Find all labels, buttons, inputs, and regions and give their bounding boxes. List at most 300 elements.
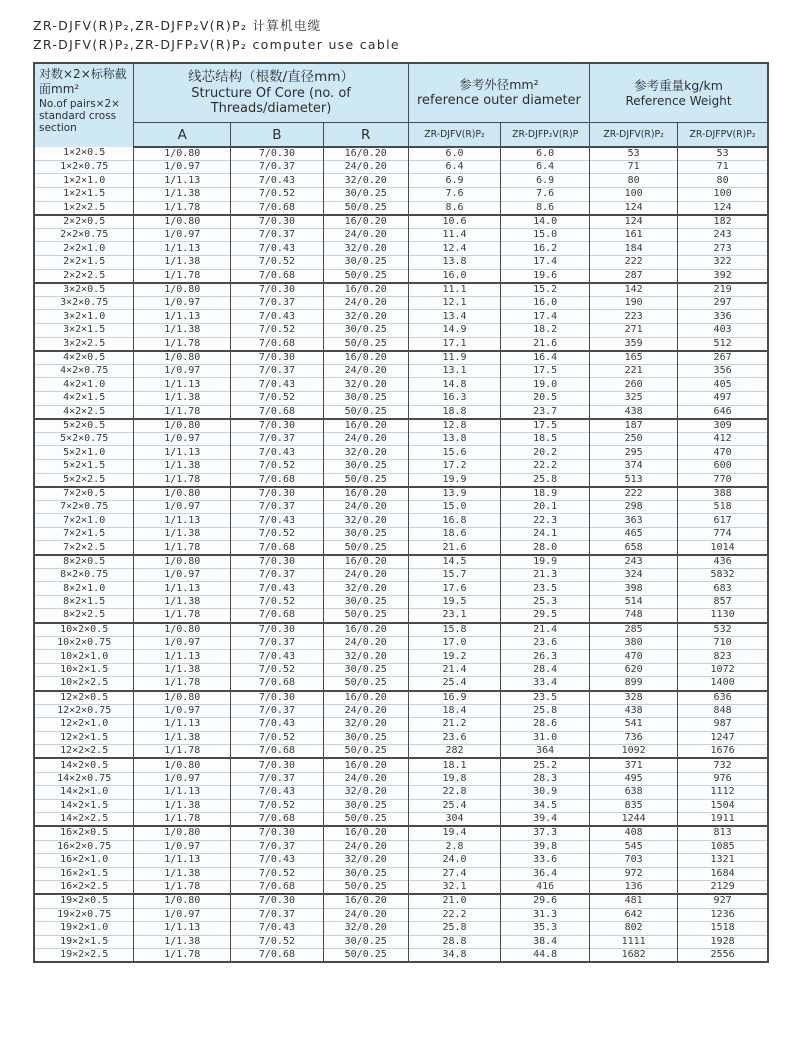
cell-weight_zr_djfv: 703 bbox=[590, 854, 678, 868]
cell-structure_B: 7/0.52 bbox=[231, 935, 323, 949]
cell-outer_diameter_zr_djfv: 19.4 bbox=[408, 826, 500, 840]
cell-pairs_section: 2×2×0.75 bbox=[34, 228, 134, 242]
cell-weight_zr_djfpv: 124 bbox=[678, 201, 768, 215]
header-weight-zh: 参考重量kg/km bbox=[634, 77, 723, 93]
cell-pairs_section: 10×2×1.0 bbox=[34, 650, 134, 664]
cell-structure_A: 1/0.80 bbox=[134, 691, 231, 705]
cell-structure_R: 30/0.25 bbox=[323, 527, 408, 541]
cell-outer_diameter_zr_djfp2v: 20.5 bbox=[501, 391, 590, 405]
cell-structure_A: 1/0.80 bbox=[134, 623, 231, 637]
cell-weight_zr_djfv: 325 bbox=[590, 391, 678, 405]
cell-structure_R: 30/0.25 bbox=[323, 595, 408, 609]
cell-pairs_section: 4×2×1.0 bbox=[34, 378, 134, 392]
cell-pairs_section: 2×2×2.5 bbox=[34, 269, 134, 283]
cell-structure_B: 7/0.30 bbox=[231, 691, 323, 705]
table-row bbox=[34, 568, 768, 582]
cell-structure_R: 24/0.20 bbox=[323, 636, 408, 650]
cell-outer_diameter_zr_djfv: 6.4 bbox=[408, 160, 500, 174]
cell-structure_R: 32/0.20 bbox=[323, 174, 408, 188]
cell-outer_diameter_zr_djfp2v: 24.1 bbox=[501, 527, 590, 541]
header-pairs-section bbox=[34, 63, 134, 147]
cell-structure_R: 50/0.25 bbox=[323, 813, 408, 827]
cell-structure_B: 7/0.30 bbox=[231, 826, 323, 840]
cell-structure_R: 32/0.20 bbox=[323, 718, 408, 732]
header-reference-outer-diameter bbox=[408, 63, 589, 123]
cell-pairs_section: 14×2×2.5 bbox=[34, 813, 134, 827]
cell-outer_diameter_zr_djfv: 21.0 bbox=[408, 894, 500, 908]
cell-weight_zr_djfpv: 243 bbox=[678, 228, 768, 242]
cell-outer_diameter_zr_djfp2v: 36.4 bbox=[501, 867, 590, 881]
cell-pairs_section: 12×2×1.5 bbox=[34, 731, 134, 745]
cell-outer_diameter_zr_djfp2v: 16.4 bbox=[501, 351, 590, 365]
cell-outer_diameter_zr_djfp2v: 6.4 bbox=[501, 160, 590, 174]
table-row bbox=[34, 663, 768, 677]
cell-weight_zr_djfpv: 1321 bbox=[678, 854, 768, 868]
table-row bbox=[34, 446, 768, 460]
table-row bbox=[34, 813, 768, 827]
cell-outer_diameter_zr_djfv: 16.3 bbox=[408, 391, 500, 405]
cell-structure_R: 30/0.25 bbox=[323, 323, 408, 337]
cell-structure_B: 7/0.52 bbox=[231, 256, 323, 270]
table-body bbox=[34, 147, 768, 963]
cell-structure_R: 32/0.20 bbox=[323, 786, 408, 800]
table-row bbox=[34, 487, 768, 501]
cell-weight_zr_djfv: 165 bbox=[590, 351, 678, 365]
cable-spec-table bbox=[33, 62, 769, 964]
cell-structure_R: 32/0.20 bbox=[323, 854, 408, 868]
header-outer-en: reference outer diameter bbox=[416, 93, 581, 109]
cell-structure_B: 7/0.37 bbox=[231, 908, 323, 922]
cell-weight_zr_djfpv: 1014 bbox=[678, 541, 768, 555]
cell-outer_diameter_zr_djfv: 24.0 bbox=[408, 854, 500, 868]
cell-structure_A: 1/0.80 bbox=[134, 215, 231, 229]
cell-pairs_section: 12×2×1.0 bbox=[34, 718, 134, 732]
cell-weight_zr_djfv: 222 bbox=[590, 487, 678, 501]
cell-pairs_section: 14×2×1.0 bbox=[34, 786, 134, 800]
cell-pairs_section: 19×2×0.75 bbox=[34, 908, 134, 922]
cell-structure_B: 7/0.43 bbox=[231, 786, 323, 800]
table-row bbox=[34, 731, 768, 745]
cell-structure_R: 24/0.20 bbox=[323, 364, 408, 378]
cell-structure_R: 30/0.25 bbox=[323, 935, 408, 949]
cell-outer_diameter_zr_djfv: 6.9 bbox=[408, 174, 500, 188]
cell-outer_diameter_zr_djfp2v: 38.4 bbox=[501, 935, 590, 949]
cell-outer_diameter_zr_djfv: 282 bbox=[408, 745, 500, 759]
cell-weight_zr_djfv: 184 bbox=[590, 242, 678, 256]
cell-structure_B: 7/0.68 bbox=[231, 609, 323, 623]
cell-outer_diameter_zr_djfv: 19.5 bbox=[408, 595, 500, 609]
cell-pairs_section: 1×2×2.5 bbox=[34, 201, 134, 215]
cell-outer_diameter_zr_djfp2v: 28.0 bbox=[501, 541, 590, 555]
table-row bbox=[34, 201, 768, 215]
cell-structure_B: 7/0.68 bbox=[231, 405, 323, 419]
cell-weight_zr_djfpv: 518 bbox=[678, 500, 768, 514]
cell-structure_B: 7/0.43 bbox=[231, 514, 323, 528]
cell-weight_zr_djfv: 324 bbox=[590, 568, 678, 582]
cell-structure_A: 1/1.13 bbox=[134, 514, 231, 528]
cell-weight_zr_djfv: 187 bbox=[590, 419, 678, 433]
cell-structure_B: 7/0.68 bbox=[231, 949, 323, 963]
cell-outer_diameter_zr_djfp2v: 20.1 bbox=[501, 500, 590, 514]
table-row bbox=[34, 500, 768, 514]
cell-pairs_section: 4×2×0.75 bbox=[34, 364, 134, 378]
table-row bbox=[34, 364, 768, 378]
cell-structure_R: 32/0.20 bbox=[323, 922, 408, 936]
cell-pairs_section: 16×2×0.5 bbox=[34, 826, 134, 840]
table-row bbox=[34, 541, 768, 555]
cell-structure_A: 1/1.38 bbox=[134, 459, 231, 473]
cell-structure_A: 1/1.78 bbox=[134, 473, 231, 487]
cell-outer_diameter_zr_djfp2v: 26.3 bbox=[501, 650, 590, 664]
cell-weight_zr_djfv: 658 bbox=[590, 541, 678, 555]
cell-structure_B: 7/0.37 bbox=[231, 772, 323, 786]
cell-pairs_section: 1×2×1.5 bbox=[34, 188, 134, 202]
cell-weight_zr_djfv: 1244 bbox=[590, 813, 678, 827]
cell-structure_B: 7/0.43 bbox=[231, 378, 323, 392]
cell-structure_A: 1/0.80 bbox=[134, 555, 231, 569]
cell-weight_zr_djfv: 371 bbox=[590, 758, 678, 772]
table-row bbox=[34, 623, 768, 637]
cell-outer_diameter_zr_djfv: 17.2 bbox=[408, 459, 500, 473]
cell-outer_diameter_zr_djfv: 17.1 bbox=[408, 337, 500, 351]
cell-outer_diameter_zr_djfv: 13.9 bbox=[408, 487, 500, 501]
cell-structure_A: 1/1.13 bbox=[134, 174, 231, 188]
cell-structure_A: 1/1.78 bbox=[134, 269, 231, 283]
cell-structure_R: 16/0.20 bbox=[323, 623, 408, 637]
cell-structure_B: 7/0.52 bbox=[231, 527, 323, 541]
cell-pairs_section: 3×2×0.5 bbox=[34, 283, 134, 297]
cell-pairs_section: 16×2×1.0 bbox=[34, 854, 134, 868]
cell-structure_A: 1/0.97 bbox=[134, 364, 231, 378]
cell-structure_R: 30/0.25 bbox=[323, 663, 408, 677]
cell-weight_zr_djfv: 250 bbox=[590, 432, 678, 446]
cell-weight_zr_djfpv: 1928 bbox=[678, 935, 768, 949]
table-header bbox=[34, 63, 768, 147]
cell-outer_diameter_zr_djfp2v: 15.0 bbox=[501, 228, 590, 242]
cell-structure_B: 7/0.43 bbox=[231, 310, 323, 324]
cell-structure_A: 1/1.78 bbox=[134, 881, 231, 895]
cell-pairs_section: 8×2×1.5 bbox=[34, 595, 134, 609]
cell-pairs_section: 16×2×2.5 bbox=[34, 881, 134, 895]
cell-outer_diameter_zr_djfv: 25.4 bbox=[408, 677, 500, 691]
cell-weight_zr_djfpv: 273 bbox=[678, 242, 768, 256]
cell-pairs_section: 12×2×0.5 bbox=[34, 691, 134, 705]
cell-structure_R: 16/0.20 bbox=[323, 283, 408, 297]
cell-structure_B: 7/0.68 bbox=[231, 269, 323, 283]
cell-structure_B: 7/0.68 bbox=[231, 881, 323, 895]
cell-weight_zr_djfpv: 219 bbox=[678, 283, 768, 297]
cell-structure_A: 1/0.97 bbox=[134, 840, 231, 854]
cell-outer_diameter_zr_djfp2v: 7.6 bbox=[501, 188, 590, 202]
table-row bbox=[34, 351, 768, 365]
cell-structure_R: 16/0.20 bbox=[323, 555, 408, 569]
header-pairs-en: No.of pairs×2× standard cross section bbox=[39, 97, 120, 135]
cell-outer_diameter_zr_djfv: 15.7 bbox=[408, 568, 500, 582]
cell-weight_zr_djfpv: 1518 bbox=[678, 922, 768, 936]
table-row bbox=[34, 391, 768, 405]
cell-structure_A: 1/1.13 bbox=[134, 310, 231, 324]
cell-structure_R: 16/0.20 bbox=[323, 351, 408, 365]
cell-structure_B: 7/0.52 bbox=[231, 323, 323, 337]
cell-weight_zr_djfpv: 770 bbox=[678, 473, 768, 487]
cell-pairs_section: 16×2×1.5 bbox=[34, 867, 134, 881]
cell-weight_zr_djfv: 514 bbox=[590, 595, 678, 609]
cell-outer_diameter_zr_djfp2v: 23.5 bbox=[501, 691, 590, 705]
cell-structure_B: 7/0.37 bbox=[231, 500, 323, 514]
cell-structure_R: 16/0.20 bbox=[323, 147, 408, 161]
cell-structure_R: 30/0.25 bbox=[323, 867, 408, 881]
cell-outer_diameter_zr_djfp2v: 19.0 bbox=[501, 378, 590, 392]
cell-weight_zr_djfv: 541 bbox=[590, 718, 678, 732]
cell-structure_A: 1/1.38 bbox=[134, 595, 231, 609]
cell-outer_diameter_zr_djfp2v: 16.2 bbox=[501, 242, 590, 256]
cell-outer_diameter_zr_djfv: 2.8 bbox=[408, 840, 500, 854]
cell-outer_diameter_zr_djfv: 16.0 bbox=[408, 269, 500, 283]
cell-structure_A: 1/1.38 bbox=[134, 799, 231, 813]
cell-outer_diameter_zr_djfp2v: 34.5 bbox=[501, 799, 590, 813]
cell-structure_B: 7/0.30 bbox=[231, 623, 323, 637]
cell-weight_zr_djfpv: 1072 bbox=[678, 663, 768, 677]
cell-outer_diameter_zr_djfv: 11.1 bbox=[408, 283, 500, 297]
cell-outer_diameter_zr_djfp2v: 8.6 bbox=[501, 201, 590, 215]
cell-weight_zr_djfv: 465 bbox=[590, 527, 678, 541]
cell-weight_zr_djfv: 80 bbox=[590, 174, 678, 188]
cell-weight_zr_djfv: 802 bbox=[590, 922, 678, 936]
cell-pairs_section: 8×2×0.5 bbox=[34, 555, 134, 569]
header-structure-en: Structure Of Core (no. of Threads/diameter) bbox=[191, 85, 351, 117]
cell-structure_B: 7/0.43 bbox=[231, 582, 323, 596]
cell-outer_diameter_zr_djfv: 13.8 bbox=[408, 256, 500, 270]
cell-weight_zr_djfv: 260 bbox=[590, 378, 678, 392]
cell-weight_zr_djfv: 328 bbox=[590, 691, 678, 705]
header-weight-en: Reference Weight bbox=[625, 93, 732, 108]
table-row bbox=[34, 609, 768, 623]
cell-pairs_section: 1×2×1.0 bbox=[34, 174, 134, 188]
cell-structure_R: 50/0.25 bbox=[323, 269, 408, 283]
subheader-outer-zr-djfv: ZR-DJFV(R)P₂ bbox=[408, 123, 500, 147]
cell-structure_A: 1/1.38 bbox=[134, 323, 231, 337]
table-row bbox=[34, 459, 768, 473]
cell-structure_A: 1/1.13 bbox=[134, 242, 231, 256]
cell-weight_zr_djfpv: 5832 bbox=[678, 568, 768, 582]
cell-weight_zr_djfv: 736 bbox=[590, 731, 678, 745]
cell-pairs_section: 2×2×0.5 bbox=[34, 215, 134, 229]
title-block bbox=[33, 16, 769, 55]
table-row bbox=[34, 228, 768, 242]
cell-pairs_section: 7×2×0.75 bbox=[34, 500, 134, 514]
cell-structure_B: 7/0.37 bbox=[231, 704, 323, 718]
table-row bbox=[34, 745, 768, 759]
cell-structure_R: 16/0.20 bbox=[323, 691, 408, 705]
cell-structure_B: 7/0.30 bbox=[231, 351, 323, 365]
cell-weight_zr_djfpv: 322 bbox=[678, 256, 768, 270]
table-row bbox=[34, 894, 768, 908]
cell-pairs_section: 19×2×2.5 bbox=[34, 949, 134, 963]
cell-weight_zr_djfv: 285 bbox=[590, 623, 678, 637]
cell-outer_diameter_zr_djfp2v: 35.3 bbox=[501, 922, 590, 936]
cell-structure_B: 7/0.37 bbox=[231, 296, 323, 310]
subheader-A: A bbox=[134, 123, 231, 147]
cell-outer_diameter_zr_djfp2v: 18.5 bbox=[501, 432, 590, 446]
cell-outer_diameter_zr_djfp2v: 23.5 bbox=[501, 582, 590, 596]
cell-outer_diameter_zr_djfp2v: 28.6 bbox=[501, 718, 590, 732]
cell-outer_diameter_zr_djfv: 21.6 bbox=[408, 541, 500, 555]
cell-structure_A: 1/1.78 bbox=[134, 405, 231, 419]
subheader-B: B bbox=[231, 123, 323, 147]
cell-structure_A: 1/1.13 bbox=[134, 582, 231, 596]
cell-weight_zr_djfv: 359 bbox=[590, 337, 678, 351]
cell-structure_A: 1/0.97 bbox=[134, 500, 231, 514]
cell-structure_A: 1/0.80 bbox=[134, 826, 231, 840]
subheader-R: R bbox=[323, 123, 408, 147]
cell-outer_diameter_zr_djfp2v: 33.4 bbox=[501, 677, 590, 691]
table-row bbox=[34, 758, 768, 772]
cell-weight_zr_djfv: 100 bbox=[590, 188, 678, 202]
cell-weight_zr_djfv: 438 bbox=[590, 405, 678, 419]
cell-weight_zr_djfpv: 1676 bbox=[678, 745, 768, 759]
cell-structure_A: 1/0.80 bbox=[134, 487, 231, 501]
cell-weight_zr_djfv: 835 bbox=[590, 799, 678, 813]
cell-structure_B: 7/0.30 bbox=[231, 283, 323, 297]
table-row bbox=[34, 799, 768, 813]
cell-outer_diameter_zr_djfp2v: 364 bbox=[501, 745, 590, 759]
cell-outer_diameter_zr_djfp2v: 25.3 bbox=[501, 595, 590, 609]
cell-structure_A: 1/1.38 bbox=[134, 391, 231, 405]
cell-outer_diameter_zr_djfv: 13.1 bbox=[408, 364, 500, 378]
cell-structure_B: 7/0.52 bbox=[231, 391, 323, 405]
cell-outer_diameter_zr_djfv: 15.8 bbox=[408, 623, 500, 637]
table-row bbox=[34, 772, 768, 786]
cell-outer_diameter_zr_djfv: 23.1 bbox=[408, 609, 500, 623]
cell-weight_zr_djfv: 513 bbox=[590, 473, 678, 487]
cell-structure_R: 30/0.25 bbox=[323, 256, 408, 270]
cell-structure_R: 16/0.20 bbox=[323, 215, 408, 229]
cell-weight_zr_djfpv: 2556 bbox=[678, 949, 768, 963]
cell-structure_R: 16/0.20 bbox=[323, 487, 408, 501]
cell-structure_R: 16/0.20 bbox=[323, 758, 408, 772]
cell-structure_R: 50/0.25 bbox=[323, 609, 408, 623]
table-row bbox=[34, 935, 768, 949]
cell-weight_zr_djfpv: 80 bbox=[678, 174, 768, 188]
cell-pairs_section: 5×2×0.5 bbox=[34, 419, 134, 433]
cell-structure_B: 7/0.52 bbox=[231, 663, 323, 677]
table-row bbox=[34, 881, 768, 895]
cell-structure_B: 7/0.43 bbox=[231, 854, 323, 868]
cell-structure_R: 30/0.25 bbox=[323, 188, 408, 202]
cell-weight_zr_djfpv: 600 bbox=[678, 459, 768, 473]
cell-outer_diameter_zr_djfp2v: 21.4 bbox=[501, 623, 590, 637]
cell-pairs_section: 2×2×1.5 bbox=[34, 256, 134, 270]
cell-pairs_section: 10×2×0.75 bbox=[34, 636, 134, 650]
cell-pairs_section: 4×2×2.5 bbox=[34, 405, 134, 419]
cell-structure_R: 24/0.20 bbox=[323, 568, 408, 582]
cell-weight_zr_djfv: 495 bbox=[590, 772, 678, 786]
table-row bbox=[34, 337, 768, 351]
cell-outer_diameter_zr_djfv: 21.2 bbox=[408, 718, 500, 732]
cell-outer_diameter_zr_djfv: 12.8 bbox=[408, 419, 500, 433]
table-row bbox=[34, 174, 768, 188]
cell-structure_R: 24/0.20 bbox=[323, 160, 408, 174]
cell-structure_A: 1/0.80 bbox=[134, 419, 231, 433]
table-row bbox=[34, 555, 768, 569]
subheader-weight-zr-djfpv: ZR-DJFPV(R)P₂ bbox=[678, 123, 768, 147]
table-row bbox=[34, 296, 768, 310]
cell-structure_B: 7/0.43 bbox=[231, 242, 323, 256]
cell-structure_R: 30/0.25 bbox=[323, 391, 408, 405]
header-reference-weight bbox=[590, 63, 768, 123]
cell-structure_B: 7/0.37 bbox=[231, 568, 323, 582]
cell-outer_diameter_zr_djfp2v: 21.6 bbox=[501, 337, 590, 351]
cell-structure_B: 7/0.30 bbox=[231, 147, 323, 161]
cell-outer_diameter_zr_djfv: 13.8 bbox=[408, 432, 500, 446]
cell-weight_zr_djfv: 287 bbox=[590, 269, 678, 283]
cell-structure_B: 7/0.52 bbox=[231, 459, 323, 473]
cell-structure_B: 7/0.37 bbox=[231, 364, 323, 378]
cell-outer_diameter_zr_djfv: 25.8 bbox=[408, 922, 500, 936]
cell-structure_R: 50/0.25 bbox=[323, 405, 408, 419]
cell-pairs_section: 10×2×2.5 bbox=[34, 677, 134, 691]
cell-pairs_section: 2×2×1.0 bbox=[34, 242, 134, 256]
cell-pairs_section: 7×2×1.5 bbox=[34, 527, 134, 541]
cell-outer_diameter_zr_djfv: 22.2 bbox=[408, 908, 500, 922]
cell-pairs_section: 19×2×1.0 bbox=[34, 922, 134, 936]
cell-structure_A: 1/0.80 bbox=[134, 894, 231, 908]
cell-structure_A: 1/0.97 bbox=[134, 228, 231, 242]
cell-weight_zr_djfv: 136 bbox=[590, 881, 678, 895]
cell-weight_zr_djfpv: 53 bbox=[678, 147, 768, 161]
cell-pairs_section: 8×2×1.0 bbox=[34, 582, 134, 596]
cell-structure_A: 1/0.97 bbox=[134, 296, 231, 310]
cell-outer_diameter_zr_djfp2v: 25.8 bbox=[501, 473, 590, 487]
cell-outer_diameter_zr_djfp2v: 17.5 bbox=[501, 364, 590, 378]
cell-structure_A: 1/1.38 bbox=[134, 731, 231, 745]
cell-structure_R: 32/0.20 bbox=[323, 310, 408, 324]
cell-weight_zr_djfv: 243 bbox=[590, 555, 678, 569]
cell-outer_diameter_zr_djfv: 18.4 bbox=[408, 704, 500, 718]
header-pairs-zh: 对数×2×标称截面mm² bbox=[39, 66, 127, 97]
cell-weight_zr_djfv: 438 bbox=[590, 704, 678, 718]
doc-title-en: ZR-DJFV(R)P₂,ZR-DJFP₂V(R)P₂ computer use cable bbox=[33, 37, 400, 53]
cell-weight_zr_djfv: 481 bbox=[590, 894, 678, 908]
cell-structure_R: 32/0.20 bbox=[323, 242, 408, 256]
cell-structure_B: 7/0.37 bbox=[231, 228, 323, 242]
table-row bbox=[34, 432, 768, 446]
cell-weight_zr_djfv: 298 bbox=[590, 500, 678, 514]
cell-weight_zr_djfpv: 1400 bbox=[678, 677, 768, 691]
cell-pairs_section: 5×2×1.5 bbox=[34, 459, 134, 473]
cell-structure_A: 1/1.13 bbox=[134, 718, 231, 732]
cell-weight_zr_djfpv: 927 bbox=[678, 894, 768, 908]
table-row bbox=[34, 323, 768, 337]
cell-weight_zr_djfv: 124 bbox=[590, 201, 678, 215]
cell-pairs_section: 12×2×0.75 bbox=[34, 704, 134, 718]
cell-pairs_section: 7×2×1.0 bbox=[34, 514, 134, 528]
cell-weight_zr_djfpv: 646 bbox=[678, 405, 768, 419]
cell-outer_diameter_zr_djfp2v: 16.0 bbox=[501, 296, 590, 310]
cell-structure_B: 7/0.43 bbox=[231, 650, 323, 664]
cell-weight_zr_djfv: 638 bbox=[590, 786, 678, 800]
cell-weight_zr_djfpv: 710 bbox=[678, 636, 768, 650]
table-row bbox=[34, 867, 768, 881]
cell-outer_diameter_zr_djfp2v: 25.2 bbox=[501, 758, 590, 772]
cell-outer_diameter_zr_djfp2v: 25.8 bbox=[501, 704, 590, 718]
cell-weight_zr_djfpv: 1911 bbox=[678, 813, 768, 827]
cell-weight_zr_djfv: 545 bbox=[590, 840, 678, 854]
cell-weight_zr_djfv: 161 bbox=[590, 228, 678, 242]
cell-pairs_section: 3×2×0.75 bbox=[34, 296, 134, 310]
cell-structure_B: 7/0.52 bbox=[231, 595, 323, 609]
cell-structure_B: 7/0.68 bbox=[231, 473, 323, 487]
